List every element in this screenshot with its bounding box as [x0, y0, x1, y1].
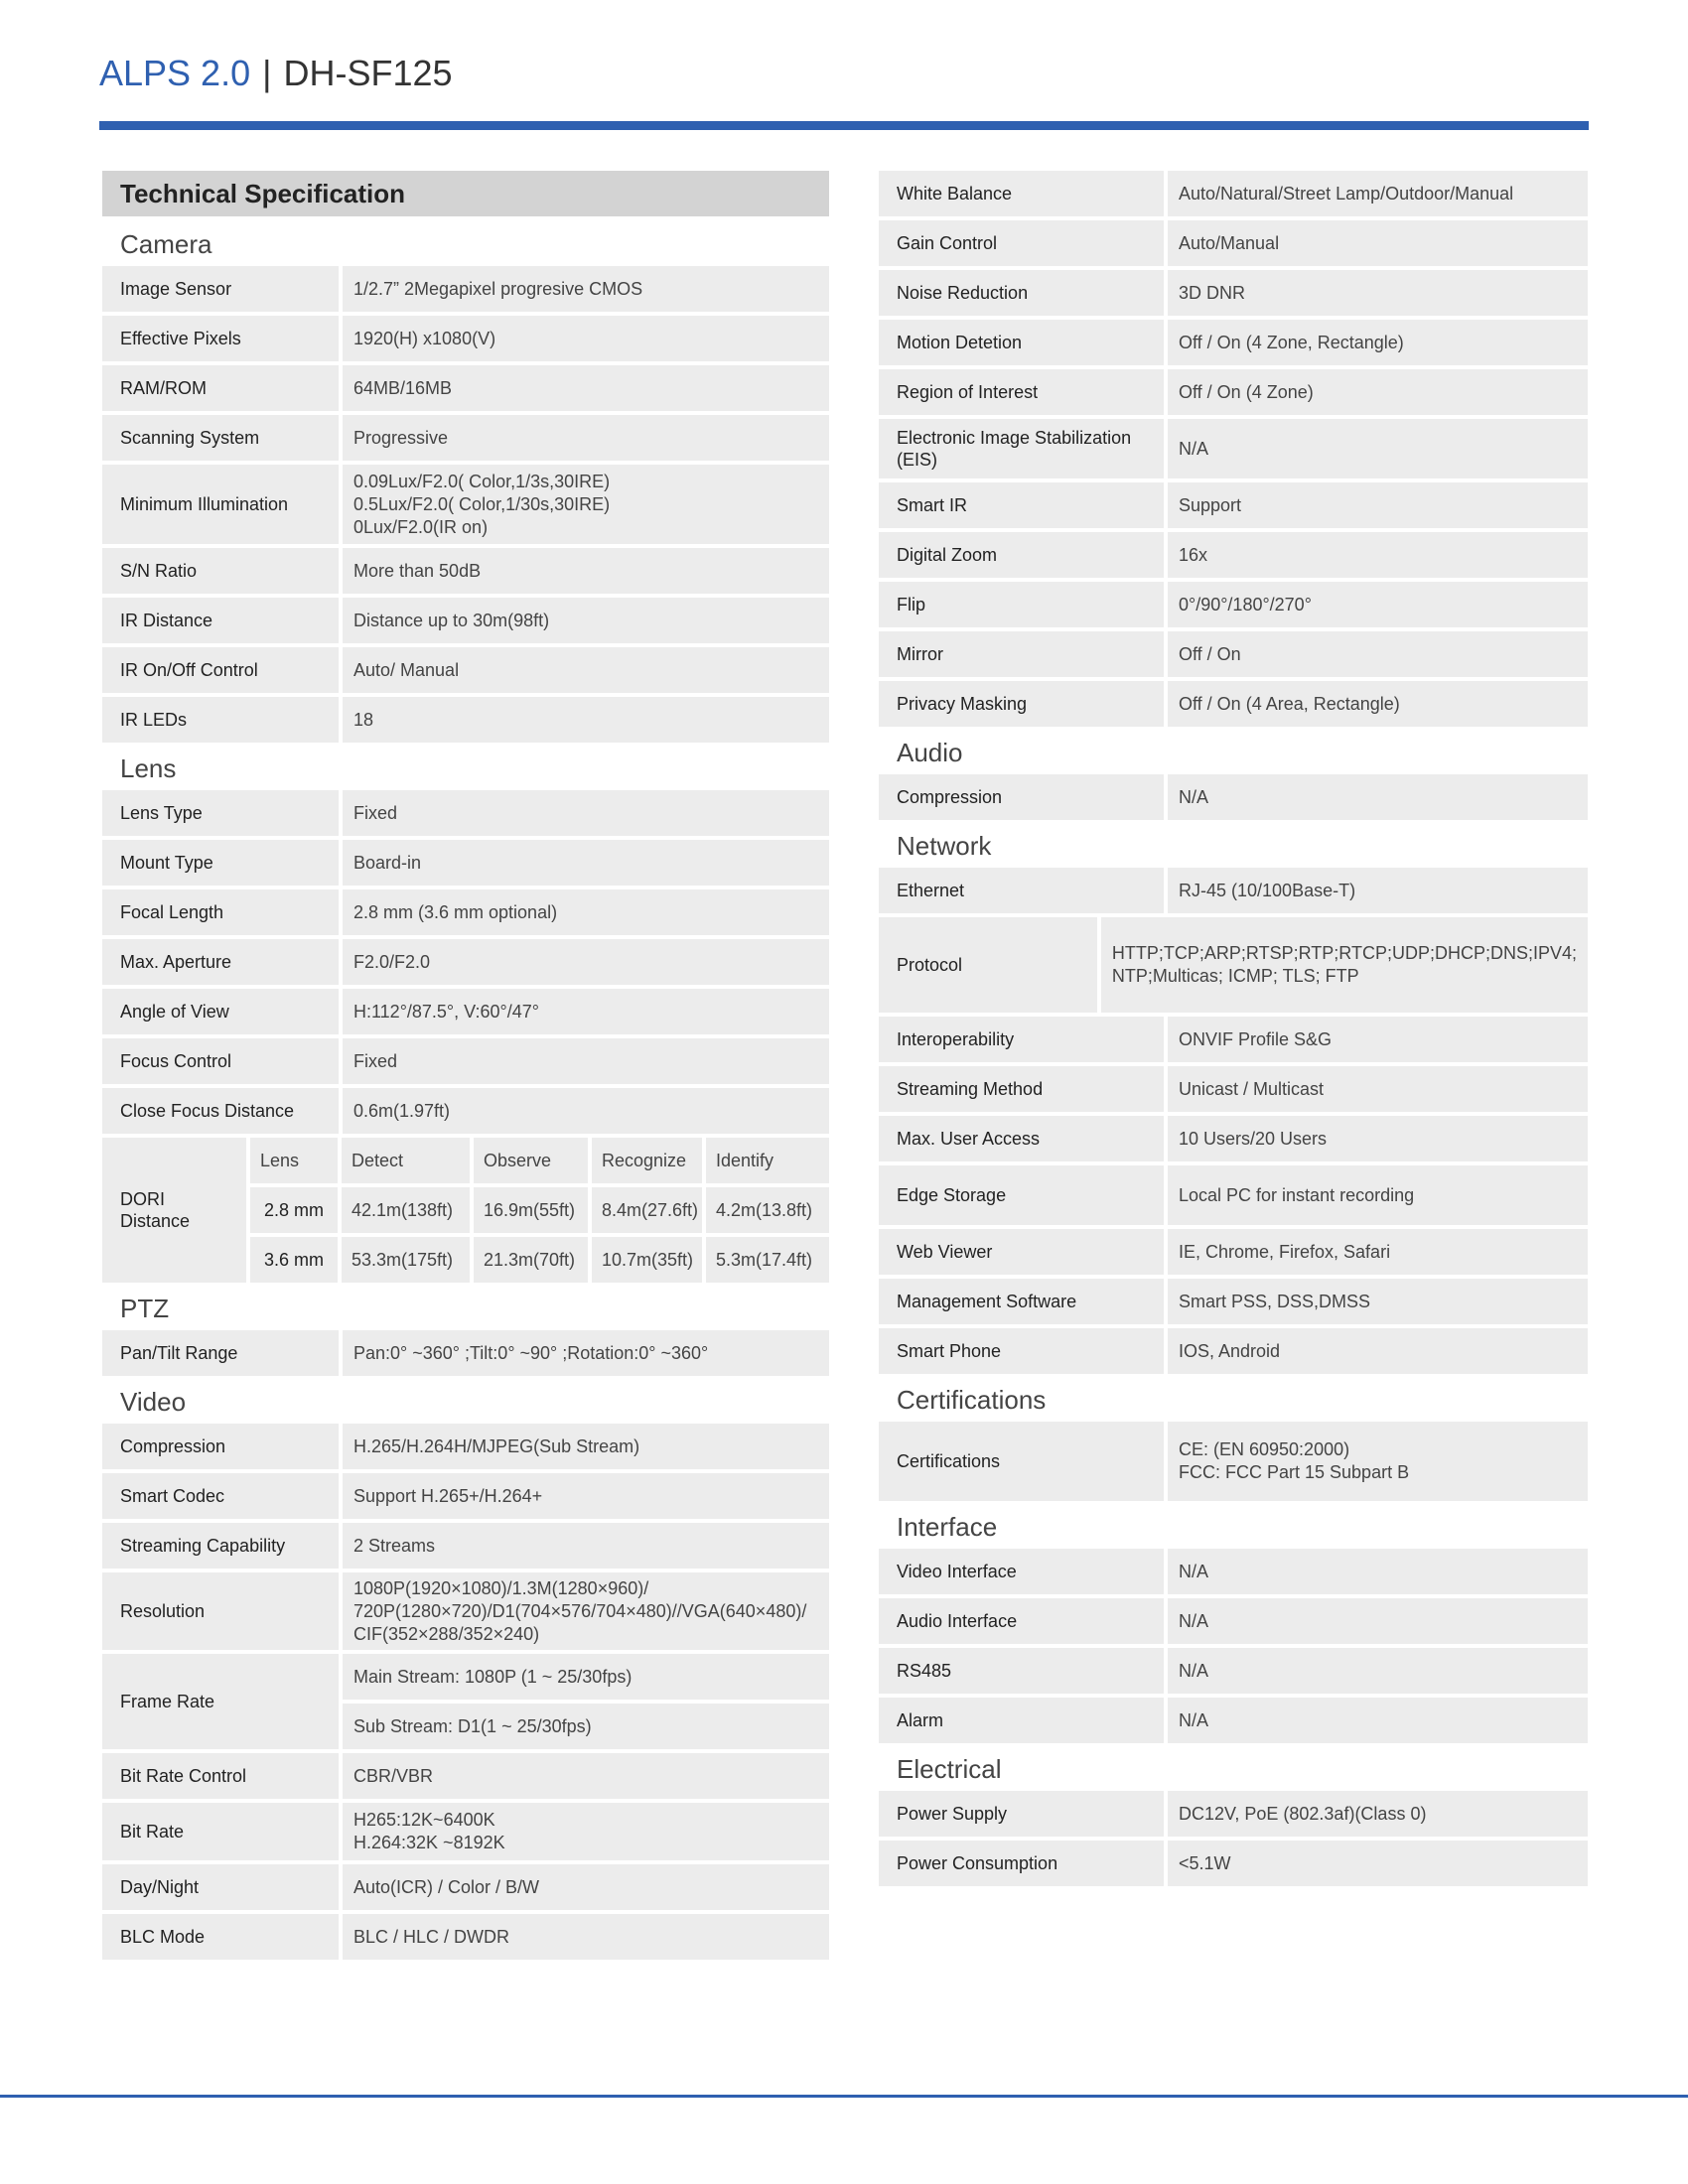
spec-label: Scanning System [102, 415, 339, 461]
spec-value: DC12V, PoE (802.3af)(Class 0) [1168, 1791, 1588, 1837]
spec-value: Fixed [343, 790, 829, 836]
spec-row [879, 1165, 1588, 1225]
spec-row [102, 1424, 829, 1469]
spec-row [102, 1864, 829, 1910]
spec-value: H265:12K~6400K H.264:32K ~8192K [343, 1803, 829, 1860]
spec-label: Angle of View [102, 989, 339, 1034]
spec-label: Noise Reduction [879, 270, 1164, 316]
spec-row [879, 631, 1588, 677]
spec-label: Effective Pixels [102, 316, 339, 361]
spec-label: Smart Phone [879, 1328, 1164, 1374]
spec-value: Distance up to 30m(98ft) [343, 598, 829, 643]
section-camera: Camera [120, 228, 212, 259]
spec-row [879, 582, 1588, 627]
spec-value: Auto/Natural/Street Lamp/Outdoor/Manual [1168, 171, 1588, 216]
section-ptz: PTZ [120, 1293, 170, 1323]
spec-value: BLC / HLC / DWDR [343, 1914, 829, 1960]
spec-row [102, 790, 829, 836]
spec-row [879, 482, 1588, 528]
spec-row [879, 1229, 1588, 1275]
spec-label: Video Interface [879, 1549, 1164, 1594]
spec-value: Off / On (4 Zone) [1168, 369, 1588, 415]
spec-row [879, 369, 1588, 415]
spec-value: IOS, Android [1168, 1328, 1588, 1374]
spec-row [879, 1017, 1588, 1062]
spec-label: IR On/Off Control [102, 647, 339, 693]
spec-label: RAM/ROM [102, 365, 339, 411]
spec-label: Ethernet [879, 868, 1164, 913]
spec-label: Mirror [879, 631, 1164, 677]
spec-row [102, 365, 829, 411]
spec-label: Resolution [102, 1572, 339, 1650]
spec-row [879, 532, 1588, 578]
dori-header-cell: Lens [250, 1138, 338, 1183]
spec-label: Close Focus Distance [102, 1088, 339, 1134]
brand-name: ALPS 2.0 [99, 53, 251, 93]
spec-value: 0°/90°/180°/270° [1168, 582, 1588, 627]
spec-value: Sub Stream: D1(1 ~ 25/30fps) [343, 1704, 829, 1749]
spec-column-left [102, 171, 829, 1964]
spec-value: N/A [1168, 1549, 1588, 1594]
spec-value: 3D DNR [1168, 270, 1588, 316]
dori-cell: 16.9m(55ft) [474, 1187, 588, 1233]
spec-label: Bit Rate [102, 1803, 339, 1860]
spec-row [102, 1330, 829, 1376]
spec-row [879, 1116, 1588, 1161]
spec-value: HTTP;TCP;ARP;RTSP;RTP;RTCP;UDP;DHCP;DNS;IPV4; NTP;Multicas; ICMP; TLS; FTP [1101, 917, 1588, 1013]
spec-label: Smart IR [879, 482, 1164, 528]
spec-row [102, 889, 829, 935]
frame-rate-row [102, 1654, 829, 1749]
spec-row [879, 1549, 1588, 1594]
header-separator: | [262, 53, 272, 93]
section-electrical: Electrical [897, 1753, 1002, 1784]
spec-value: <5.1W [1168, 1841, 1588, 1886]
spec-label: Focus Control [102, 1038, 339, 1084]
spec-value: CBR/VBR [343, 1753, 829, 1799]
spec-label: Smart Codec [102, 1473, 339, 1519]
spec-label: BLC Mode [102, 1914, 339, 1960]
spec-row [879, 1279, 1588, 1324]
spec-row [102, 1914, 829, 1960]
spec-value: Support [1168, 482, 1588, 528]
spec-value: Board-in [343, 840, 829, 886]
dori-label: DORI Distance [102, 1138, 246, 1283]
section-certifications: Certifications [897, 1384, 1047, 1415]
section-interface: Interface [897, 1511, 998, 1542]
dori-lens-cell: 2.8 mm [250, 1187, 338, 1233]
spec-row [879, 1648, 1588, 1694]
spec-value: H.265/H.264H/MJPEG(Sub Stream) [343, 1424, 829, 1469]
spec-label: Minimum Illumination [102, 465, 339, 544]
spec-value: 18 [343, 697, 829, 743]
dori-header-cell: Detect [342, 1138, 470, 1183]
spec-row [102, 989, 829, 1034]
footer-rule [0, 2095, 1688, 2098]
spec-value: Auto(ICR) / Color / B/W [343, 1864, 829, 1910]
spec-label: Electronic Image Stabilization (EIS) [879, 419, 1164, 478]
spec-row [879, 1328, 1588, 1374]
spec-row [102, 1473, 829, 1519]
spec-value: 0.6m(1.97ft) [343, 1088, 829, 1134]
page-header [99, 52, 453, 95]
spec-value: N/A [1168, 1698, 1588, 1743]
spec-row [102, 316, 829, 361]
dori-cell: 53.3m(175ft) [342, 1237, 470, 1283]
spec-label: Pan/Tilt Range [102, 1330, 339, 1376]
spec-label: Max. Aperture [102, 939, 339, 985]
spec-label: Web Viewer [879, 1229, 1164, 1275]
spec-value: 1/2.7” 2Megapixel progresive CMOS [343, 266, 829, 312]
spec-label: Digital Zoom [879, 532, 1164, 578]
section-video: Video [120, 1386, 187, 1417]
spec-value: Off / On [1168, 631, 1588, 677]
spec-label: Frame Rate [102, 1654, 339, 1749]
spec-label: Power Consumption [879, 1841, 1164, 1886]
spec-row [879, 171, 1588, 216]
spec-label: Certifications [879, 1422, 1164, 1501]
spec-row [879, 1698, 1588, 1743]
dori-lens-cell: 3.6 mm [250, 1237, 338, 1283]
spec-label: IR Distance [102, 598, 339, 643]
spec-row [879, 270, 1588, 316]
spec-label: Edge Storage [879, 1165, 1164, 1225]
spec-row [102, 415, 829, 461]
spec-label: Motion Detetion [879, 320, 1164, 365]
spec-label: Streaming Method [879, 1066, 1164, 1112]
spec-row [879, 1791, 1588, 1837]
spec-label: Gain Control [879, 220, 1164, 266]
spec-value: F2.0/F2.0 [343, 939, 829, 985]
spec-value: Unicast / Multicast [1168, 1066, 1588, 1112]
spec-row [102, 1803, 829, 1860]
spec-label: Bit Rate Control [102, 1753, 339, 1799]
spec-label: Compression [879, 774, 1164, 820]
spec-value: Off / On (4 Area, Rectangle) [1168, 681, 1588, 727]
spec-value: RJ-45 (10/100Base-T) [1168, 868, 1588, 913]
spec-label: Privacy Masking [879, 681, 1164, 727]
spec-label: Focal Length [102, 889, 339, 935]
spec-value: CE: (EN 60950:2000) FCC: FCC Part 15 Subpart B [1168, 1422, 1588, 1501]
spec-value: H:112°/87.5°, V:60°/47° [343, 989, 829, 1034]
dori-cell: 5.3m(17.4ft) [706, 1237, 829, 1283]
header-rule [99, 121, 1589, 130]
spec-row [102, 1523, 829, 1569]
spec-value: N/A [1168, 1648, 1588, 1694]
spec-label: Power Supply [879, 1791, 1164, 1837]
spec-label: Management Software [879, 1279, 1164, 1324]
section-lens: Lens [120, 752, 177, 783]
dori-cell: 10.7m(35ft) [592, 1237, 702, 1283]
spec-value: IE, Chrome, Firefox, Safari [1168, 1229, 1588, 1275]
section-network: Network [897, 830, 992, 861]
spec-row [879, 774, 1588, 820]
spec-label: Mount Type [102, 840, 339, 886]
spec-value: 0.09Lux/F2.0( Color,1/3s,30IRE) 0.5Lux/F2.0( Color,1/30s,30IRE) 0Lux/F2.0(IR on) [343, 465, 829, 544]
spec-label: Lens Type [102, 790, 339, 836]
spec-label: Alarm [879, 1698, 1164, 1743]
spec-row [879, 681, 1588, 727]
spec-value: Off / On (4 Zone, Rectangle) [1168, 320, 1588, 365]
spec-row [102, 266, 829, 312]
spec-row [102, 840, 829, 886]
spec-label: Compression [102, 1424, 339, 1469]
spec-row [102, 1572, 829, 1650]
spec-row [102, 1038, 829, 1084]
spec-row [879, 1422, 1588, 1501]
spec-value: Pan:0° ~360° ;Tilt:0° ~90° ;Rotation:0° ~360° [343, 1330, 829, 1376]
spec-label: Image Sensor [102, 266, 339, 312]
spec-label: Flip [879, 582, 1164, 627]
dori-header-cell: Observe [474, 1138, 588, 1183]
spec-value: 16x [1168, 532, 1588, 578]
spec-value: N/A [1168, 419, 1588, 478]
dori-grid [250, 1138, 829, 1283]
spec-title: Technical Specification [102, 171, 829, 216]
spec-value: 2 Streams [343, 1523, 829, 1569]
spec-label: Protocol [879, 917, 1097, 1013]
spec-row [879, 320, 1588, 365]
spec-row [102, 465, 829, 544]
dori-cell: 8.4m(27.6ft) [592, 1187, 702, 1233]
model-name: DH-SF125 [283, 53, 453, 93]
spec-row [879, 1598, 1588, 1644]
spec-value: 64MB/16MB [343, 365, 829, 411]
spec-value: 10 Users/20 Users [1168, 1116, 1588, 1161]
spec-row [102, 697, 829, 743]
spec-value: Progressive [343, 415, 829, 461]
spec-row [879, 1066, 1588, 1112]
dori-cell: 4.2m(13.8ft) [706, 1187, 829, 1233]
spec-value: 1920(H) x1080(V) [343, 316, 829, 361]
spec-value: 2.8 mm (3.6 mm optional) [343, 889, 829, 935]
dori-cell: 21.3m(70ft) [474, 1237, 588, 1283]
spec-value: Support H.265+/H.264+ [343, 1473, 829, 1519]
spec-label: Interoperability [879, 1017, 1164, 1062]
spec-row [879, 917, 1588, 1013]
spec-row [102, 939, 829, 985]
spec-label: IR LEDs [102, 697, 339, 743]
spec-row [102, 1753, 829, 1799]
spec-label: Region of Interest [879, 369, 1164, 415]
frame-rate-values [343, 1654, 829, 1749]
spec-row [102, 647, 829, 693]
spec-row [879, 220, 1588, 266]
spec-value: Auto/ Manual [343, 647, 829, 693]
spec-label: Day/Night [102, 1864, 339, 1910]
spec-value: Main Stream: 1080P (1 ~ 25/30fps) [343, 1654, 829, 1700]
spec-column-right [879, 171, 1588, 1890]
spec-label: Audio Interface [879, 1598, 1164, 1644]
spec-value: Smart PSS, DSS,DMSS [1168, 1279, 1588, 1324]
spec-value: N/A [1168, 1598, 1588, 1644]
section-audio: Audio [897, 737, 963, 767]
spec-value: ONVIF Profile S&G [1168, 1017, 1588, 1062]
spec-value: Auto/Manual [1168, 220, 1588, 266]
spec-row [102, 1088, 829, 1134]
spec-row [879, 1841, 1588, 1886]
spec-row [102, 548, 829, 594]
dori-table [102, 1138, 829, 1283]
spec-row [879, 419, 1588, 478]
spec-label: Max. User Access [879, 1116, 1164, 1161]
spec-value: N/A [1168, 774, 1588, 820]
spec-row [102, 598, 829, 643]
dori-cell: 42.1m(138ft) [342, 1187, 470, 1233]
spec-label: Streaming Capability [102, 1523, 339, 1569]
spec-value: Local PC for instant recording [1168, 1165, 1588, 1225]
spec-value: 1080P(1920×1080)/1.3M(1280×960)/ 720P(1280×720)/D1(704×576/704×480)//VGA(640×480)/ CIF(352×288/352×240) [343, 1572, 829, 1650]
spec-value: Fixed [343, 1038, 829, 1084]
dori-header-cell: Identify [706, 1138, 829, 1183]
spec-value: More than 50dB [343, 548, 829, 594]
dori-header-cell: Recognize [592, 1138, 702, 1183]
spec-label: White Balance [879, 171, 1164, 216]
spec-label: S/N Ratio [102, 548, 339, 594]
spec-row [879, 868, 1588, 913]
spec-label: RS485 [879, 1648, 1164, 1694]
